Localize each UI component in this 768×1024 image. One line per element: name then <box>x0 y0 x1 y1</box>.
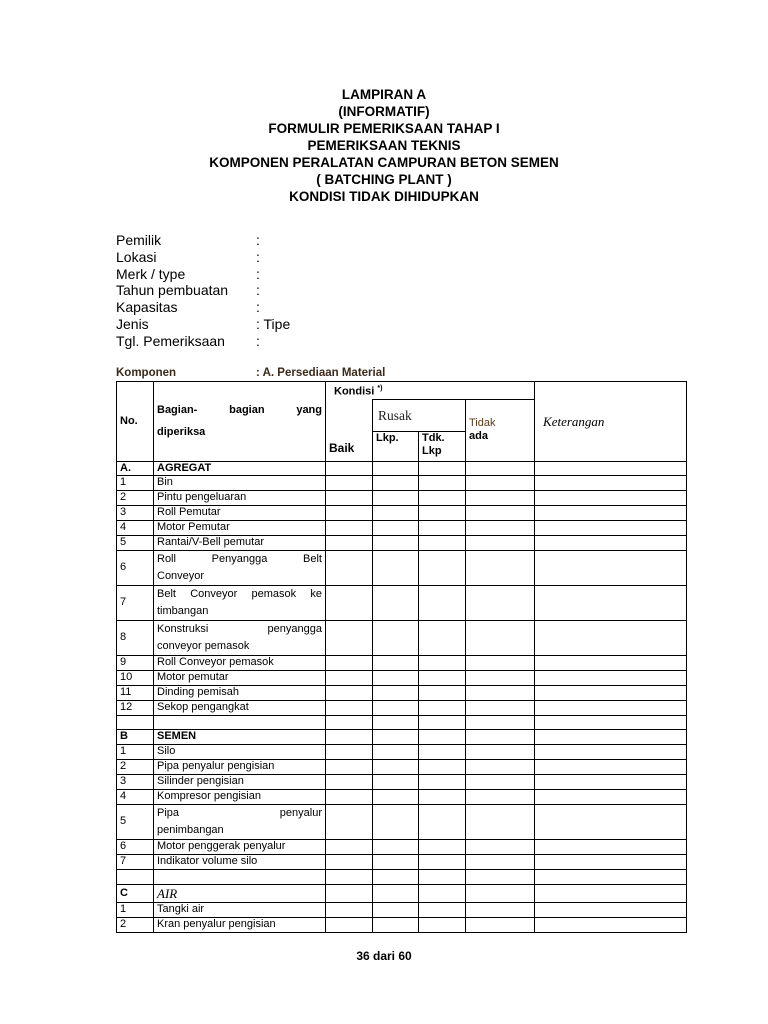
info-value: : <box>256 232 260 248</box>
cell-keterangan[interactable] <box>535 490 687 505</box>
cell-tidak-ada[interactable] <box>466 550 535 585</box>
cell-keterangan[interactable] <box>535 505 687 520</box>
info-value: : <box>256 299 260 316</box>
section-name: SEMEN <box>154 729 326 744</box>
cell-baik[interactable] <box>326 490 373 505</box>
cell-baik[interactable] <box>326 884 373 902</box>
cell-lkp[interactable] <box>373 505 419 520</box>
header-lkp: Lkp. <box>373 431 419 461</box>
cell-tidak-ada[interactable] <box>466 789 535 804</box>
table-row <box>117 854 687 869</box>
cell-keterangan[interactable] <box>535 475 687 490</box>
row-no: 6 <box>117 839 154 854</box>
table-row <box>117 774 687 789</box>
cell-tidak-ada[interactable] <box>466 670 535 685</box>
cell-lkp[interactable] <box>373 774 419 789</box>
info-label: Lokasi <box>116 248 157 265</box>
row-item-line1: Roll Penyangga Belt <box>157 552 322 565</box>
cell-tidak-ada[interactable] <box>466 884 535 902</box>
header-tdk-lkp <box>419 431 466 461</box>
cell-tdk-lkp[interactable] <box>419 902 466 917</box>
row-item <box>154 620 326 655</box>
header-keterangan: Keterangan <box>535 382 687 462</box>
info-label: Jenis <box>116 315 149 332</box>
row-no: 2 <box>117 490 154 505</box>
cell-keterangan[interactable] <box>535 655 687 670</box>
cell-tdk-lkp[interactable] <box>419 475 466 490</box>
cell-lkp[interactable] <box>373 884 419 902</box>
cell-lkp[interactable] <box>373 700 419 715</box>
cell-baik[interactable] <box>326 774 373 789</box>
row-no: 9 <box>117 655 154 670</box>
cell-tidak-ada[interactable] <box>466 729 535 744</box>
row-no: 10 <box>117 670 154 685</box>
cell-tdk-lkp[interactable] <box>419 700 466 715</box>
cell-baik[interactable] <box>326 917 373 932</box>
cell-tdk-lkp[interactable] <box>419 535 466 550</box>
title-line: KOMPONEN PERALATAN CAMPURAN BETON SEMEN <box>209 155 559 170</box>
header-no: No. <box>117 382 154 462</box>
table-row <box>117 839 687 854</box>
header-baik: Baik <box>326 399 373 461</box>
row-item-line2: Conveyor <box>157 569 205 582</box>
cell-baik[interactable] <box>326 550 373 585</box>
title-line: ( BATCHING PLANT ) <box>316 172 452 187</box>
header-bagian <box>154 382 326 462</box>
title-line: FORMULIR PEMERIKSAAN TAHAP I <box>268 121 500 136</box>
info-row-jenis <box>116 316 290 333</box>
cell-lkp[interactable] <box>373 685 419 700</box>
title-line: KONDISI TIDAK DIHIDUPKAN <box>289 189 479 204</box>
cell-tdk-lkp[interactable] <box>419 655 466 670</box>
cell-tdk-lkp[interactable] <box>419 759 466 774</box>
table-row <box>117 505 687 520</box>
table-row <box>117 685 687 700</box>
section-code: B <box>117 729 154 744</box>
cell-keterangan[interactable] <box>535 585 687 620</box>
row-no: 2 <box>117 917 154 932</box>
spacer-row <box>117 715 687 729</box>
cell-tidak-ada[interactable] <box>466 585 535 620</box>
cell-tidak-ada[interactable] <box>466 902 535 917</box>
row-item: Tangki air <box>154 902 326 917</box>
row-item: Motor pemutar <box>154 670 326 685</box>
table-row <box>117 535 687 550</box>
cell-keterangan[interactable] <box>535 854 687 869</box>
cell-baik[interactable] <box>326 902 373 917</box>
row-item: Dinding pemisah <box>154 685 326 700</box>
cell-baik[interactable] <box>326 789 373 804</box>
cell-baik[interactable] <box>326 620 373 655</box>
cell-lkp[interactable] <box>373 854 419 869</box>
cell-lkp[interactable] <box>373 744 419 759</box>
cell-baik[interactable] <box>326 585 373 620</box>
header-bagian-line2: diperiksa <box>157 426 206 439</box>
row-item: Rantai/V-Bell pemutar <box>154 535 326 550</box>
row-no: 4 <box>117 789 154 804</box>
cell-tidak-ada[interactable] <box>466 839 535 854</box>
cell-keterangan[interactable] <box>535 902 687 917</box>
cell-tidak-ada[interactable] <box>466 535 535 550</box>
cell-tdk-lkp[interactable] <box>419 620 466 655</box>
cell-tidak-ada[interactable] <box>466 461 535 475</box>
cell-baik[interactable] <box>326 461 373 475</box>
row-item: Motor Pemutar <box>154 520 326 535</box>
cell-lkp[interactable] <box>373 917 419 932</box>
cell-tidak-ada[interactable] <box>466 744 535 759</box>
table-row <box>117 917 687 932</box>
cell-baik[interactable] <box>326 700 373 715</box>
info-value: : <box>256 282 260 299</box>
row-item: Sekop pengangkat <box>154 700 326 715</box>
table-row <box>117 550 687 585</box>
cell-keterangan[interactable] <box>535 774 687 789</box>
header-bagian-line1: Bagian- bagian yang <box>157 404 322 417</box>
cell-lkp[interactable] <box>373 535 419 550</box>
cell-lkp[interactable] <box>373 839 419 854</box>
table-row <box>117 759 687 774</box>
cell-tidak-ada[interactable] <box>466 520 535 535</box>
table-row <box>117 585 687 620</box>
page-number: 36 dari 60 <box>356 949 412 963</box>
cell-tidak-ada[interactable] <box>466 700 535 715</box>
row-item-line2: timbangan <box>157 604 209 617</box>
cell-keterangan[interactable] <box>535 729 687 744</box>
info-label: Merk / type <box>116 265 186 282</box>
cell-tidak-ada[interactable] <box>466 655 535 670</box>
section-code: A. <box>117 461 154 475</box>
table-row <box>117 744 687 759</box>
cell-tdk-lkp[interactable] <box>419 520 466 535</box>
section-row-a <box>117 461 687 475</box>
row-item <box>154 804 326 839</box>
section-row-c <box>117 884 687 902</box>
tidak-label: Tidak <box>469 417 496 430</box>
komponen-value: : A. Persediaan Material <box>256 367 386 379</box>
row-no: 1 <box>117 902 154 917</box>
section-name: AIR <box>154 884 326 902</box>
title-line: (INFORMATIF) <box>338 104 430 119</box>
row-no: 3 <box>117 505 154 520</box>
cell-baik[interactable] <box>326 535 373 550</box>
cell-lkp[interactable] <box>373 670 419 685</box>
header-kondisi <box>326 382 535 400</box>
cell-baik[interactable] <box>326 505 373 520</box>
row-no: 3 <box>117 774 154 789</box>
row-item-line2: conveyor pemasok <box>157 639 250 652</box>
cell-keterangan[interactable] <box>535 917 687 932</box>
row-no: 4 <box>117 520 154 535</box>
cell-tidak-ada[interactable] <box>466 804 535 839</box>
cell-baik[interactable] <box>326 685 373 700</box>
row-item: Pipa penyalur pengisian <box>154 759 326 774</box>
row-no: 12 <box>117 700 154 715</box>
cell-tidak-ada[interactable] <box>466 475 535 490</box>
tdk-label: Tdk. <box>422 431 445 444</box>
row-no: 7 <box>117 854 154 869</box>
cell-keterangan[interactable] <box>535 839 687 854</box>
cell-tdk-lkp[interactable] <box>419 490 466 505</box>
info-value: : <box>256 248 260 265</box>
cell-keterangan[interactable] <box>535 744 687 759</box>
row-no: 1 <box>117 475 154 490</box>
cell-tdk-lkp[interactable] <box>419 670 466 685</box>
cell-lkp[interactable] <box>373 729 419 744</box>
info-value: : Tipe <box>256 315 291 332</box>
cell-tidak-ada[interactable] <box>466 620 535 655</box>
section-name: AGREGAT <box>154 461 326 475</box>
cell-tdk-lkp[interactable] <box>419 685 466 700</box>
info-label: Kapasitas <box>116 299 178 316</box>
cell-tidak-ada[interactable] <box>466 854 535 869</box>
cell-baik[interactable] <box>326 670 373 685</box>
ada-label: ada <box>469 430 488 443</box>
cell-baik[interactable] <box>326 729 373 744</box>
cell-tdk-lkp[interactable] <box>419 505 466 520</box>
cell-baik[interactable] <box>326 854 373 869</box>
table-row <box>117 670 687 685</box>
cell-keterangan[interactable] <box>535 804 687 839</box>
cell-keterangan[interactable] <box>535 535 687 550</box>
cell-keterangan[interactable] <box>535 759 687 774</box>
table-row <box>117 475 687 490</box>
info-label: Tgl. Pemeriksaan <box>116 332 225 349</box>
cell-keterangan[interactable] <box>535 789 687 804</box>
cell-tdk-lkp[interactable] <box>419 854 466 869</box>
cell-lkp[interactable] <box>373 550 419 585</box>
info-block <box>116 232 290 350</box>
cell-keterangan[interactable] <box>535 461 687 475</box>
cell-baik[interactable] <box>326 804 373 839</box>
row-item: Kompresor pengisian <box>154 789 326 804</box>
row-item: Roll Conveyor pemasok <box>154 655 326 670</box>
kondisi-sup: *) <box>377 385 383 392</box>
table-row <box>117 902 687 917</box>
row-item: Bin <box>154 475 326 490</box>
row-no: 1 <box>117 744 154 759</box>
table-row <box>117 700 687 715</box>
table-row <box>117 520 687 535</box>
cell-tdk-lkp[interactable] <box>419 585 466 620</box>
cell-tidak-ada[interactable] <box>466 917 535 932</box>
cell-keterangan[interactable] <box>535 884 687 902</box>
row-item: Silinder pengisian <box>154 774 326 789</box>
cell-tdk-lkp[interactable] <box>419 461 466 475</box>
table-row <box>117 804 687 839</box>
info-label: Tahun pembuatan <box>116 282 229 299</box>
info-row-tahun <box>116 282 290 299</box>
title-line: PEMERIKSAAN TEKNIS <box>307 138 461 153</box>
cell-tidak-ada[interactable] <box>466 774 535 789</box>
info-row-merk <box>116 266 290 283</box>
row-item-line1: Konstruksi penyangga <box>157 622 322 635</box>
cell-tdk-lkp[interactable] <box>419 884 466 902</box>
header-tidak-ada <box>466 399 535 461</box>
cell-tidak-ada[interactable] <box>466 505 535 520</box>
document-title <box>0 86 768 205</box>
cell-tdk-lkp[interactable] <box>419 744 466 759</box>
info-row-tgl <box>116 333 290 350</box>
info-value: : <box>256 265 260 282</box>
cell-lkp[interactable] <box>373 902 419 917</box>
cell-lkp[interactable] <box>373 475 419 490</box>
table-row <box>117 789 687 804</box>
table-row <box>117 655 687 670</box>
cell-tdk-lkp[interactable] <box>419 774 466 789</box>
row-item: Silo <box>154 744 326 759</box>
komponen-label: Komponen <box>116 367 177 379</box>
cell-keterangan[interactable] <box>535 620 687 655</box>
cell-lkp[interactable] <box>373 461 419 475</box>
cell-lkp[interactable] <box>373 759 419 774</box>
info-row-lokasi <box>116 249 290 266</box>
cell-tidak-ada[interactable] <box>466 685 535 700</box>
cell-keterangan[interactable] <box>535 670 687 685</box>
section-row-b <box>117 729 687 744</box>
row-item: Kran penyalur pengisian <box>154 917 326 932</box>
row-no: 11 <box>117 685 154 700</box>
row-item: Roll Pemutar <box>154 505 326 520</box>
row-item <box>154 550 326 585</box>
cell-tdk-lkp[interactable] <box>419 804 466 839</box>
kondisi-label: Kondisi <box>334 385 375 398</box>
spacer-row <box>117 869 687 884</box>
row-item-line2: penimbangan <box>157 823 224 836</box>
inspection-table <box>116 381 687 933</box>
cell-keterangan[interactable] <box>535 550 687 585</box>
cell-keterangan[interactable] <box>535 520 687 535</box>
komponen-line <box>116 367 386 379</box>
row-no: 5 <box>117 535 154 550</box>
cell-baik[interactable] <box>326 475 373 490</box>
cell-keterangan[interactable] <box>535 685 687 700</box>
row-item <box>154 585 326 620</box>
row-item-line1: Belt Conveyor pemasok ke <box>157 587 322 600</box>
header-rusak: Rusak <box>373 399 466 431</box>
cell-lkp[interactable] <box>373 620 419 655</box>
info-label: Pemilik <box>116 232 162 248</box>
cell-baik[interactable] <box>326 759 373 774</box>
cell-baik[interactable] <box>326 655 373 670</box>
cell-baik[interactable] <box>326 744 373 759</box>
cell-lkp[interactable] <box>373 655 419 670</box>
row-no: 2 <box>117 759 154 774</box>
cell-lkp[interactable] <box>373 789 419 804</box>
cell-tdk-lkp[interactable] <box>419 729 466 744</box>
cell-baik[interactable] <box>326 839 373 854</box>
info-row-pemilik <box>116 232 290 249</box>
lkp-label: Lkp <box>422 444 442 457</box>
table-row <box>117 490 687 505</box>
cell-tdk-lkp[interactable] <box>419 789 466 804</box>
row-no: 7 <box>117 585 154 620</box>
cell-tidak-ada[interactable] <box>466 759 535 774</box>
table-row <box>117 620 687 655</box>
cell-tdk-lkp[interactable] <box>419 917 466 932</box>
cell-tdk-lkp[interactable] <box>419 550 466 585</box>
section-code: C <box>117 884 154 902</box>
row-item-line1: Pipa penyalur <box>157 806 322 819</box>
cell-lkp[interactable] <box>373 490 419 505</box>
row-item: Motor penggerak penyalur <box>154 839 326 854</box>
cell-lkp[interactable] <box>373 585 419 620</box>
cell-tdk-lkp[interactable] <box>419 839 466 854</box>
row-item: Pintu pengeluaran <box>154 490 326 505</box>
info-row-kapasitas <box>116 299 290 316</box>
cell-keterangan[interactable] <box>535 700 687 715</box>
info-value: : <box>256 332 260 349</box>
row-no: 5 <box>117 804 154 839</box>
row-no: 6 <box>117 550 154 585</box>
cell-lkp[interactable] <box>373 520 419 535</box>
row-no: 8 <box>117 620 154 655</box>
title-line: LAMPIRAN A <box>341 87 427 102</box>
cell-baik[interactable] <box>326 520 373 535</box>
cell-tidak-ada[interactable] <box>466 490 535 505</box>
cell-lkp[interactable] <box>373 804 419 839</box>
row-item: Indikator volume silo <box>154 854 326 869</box>
